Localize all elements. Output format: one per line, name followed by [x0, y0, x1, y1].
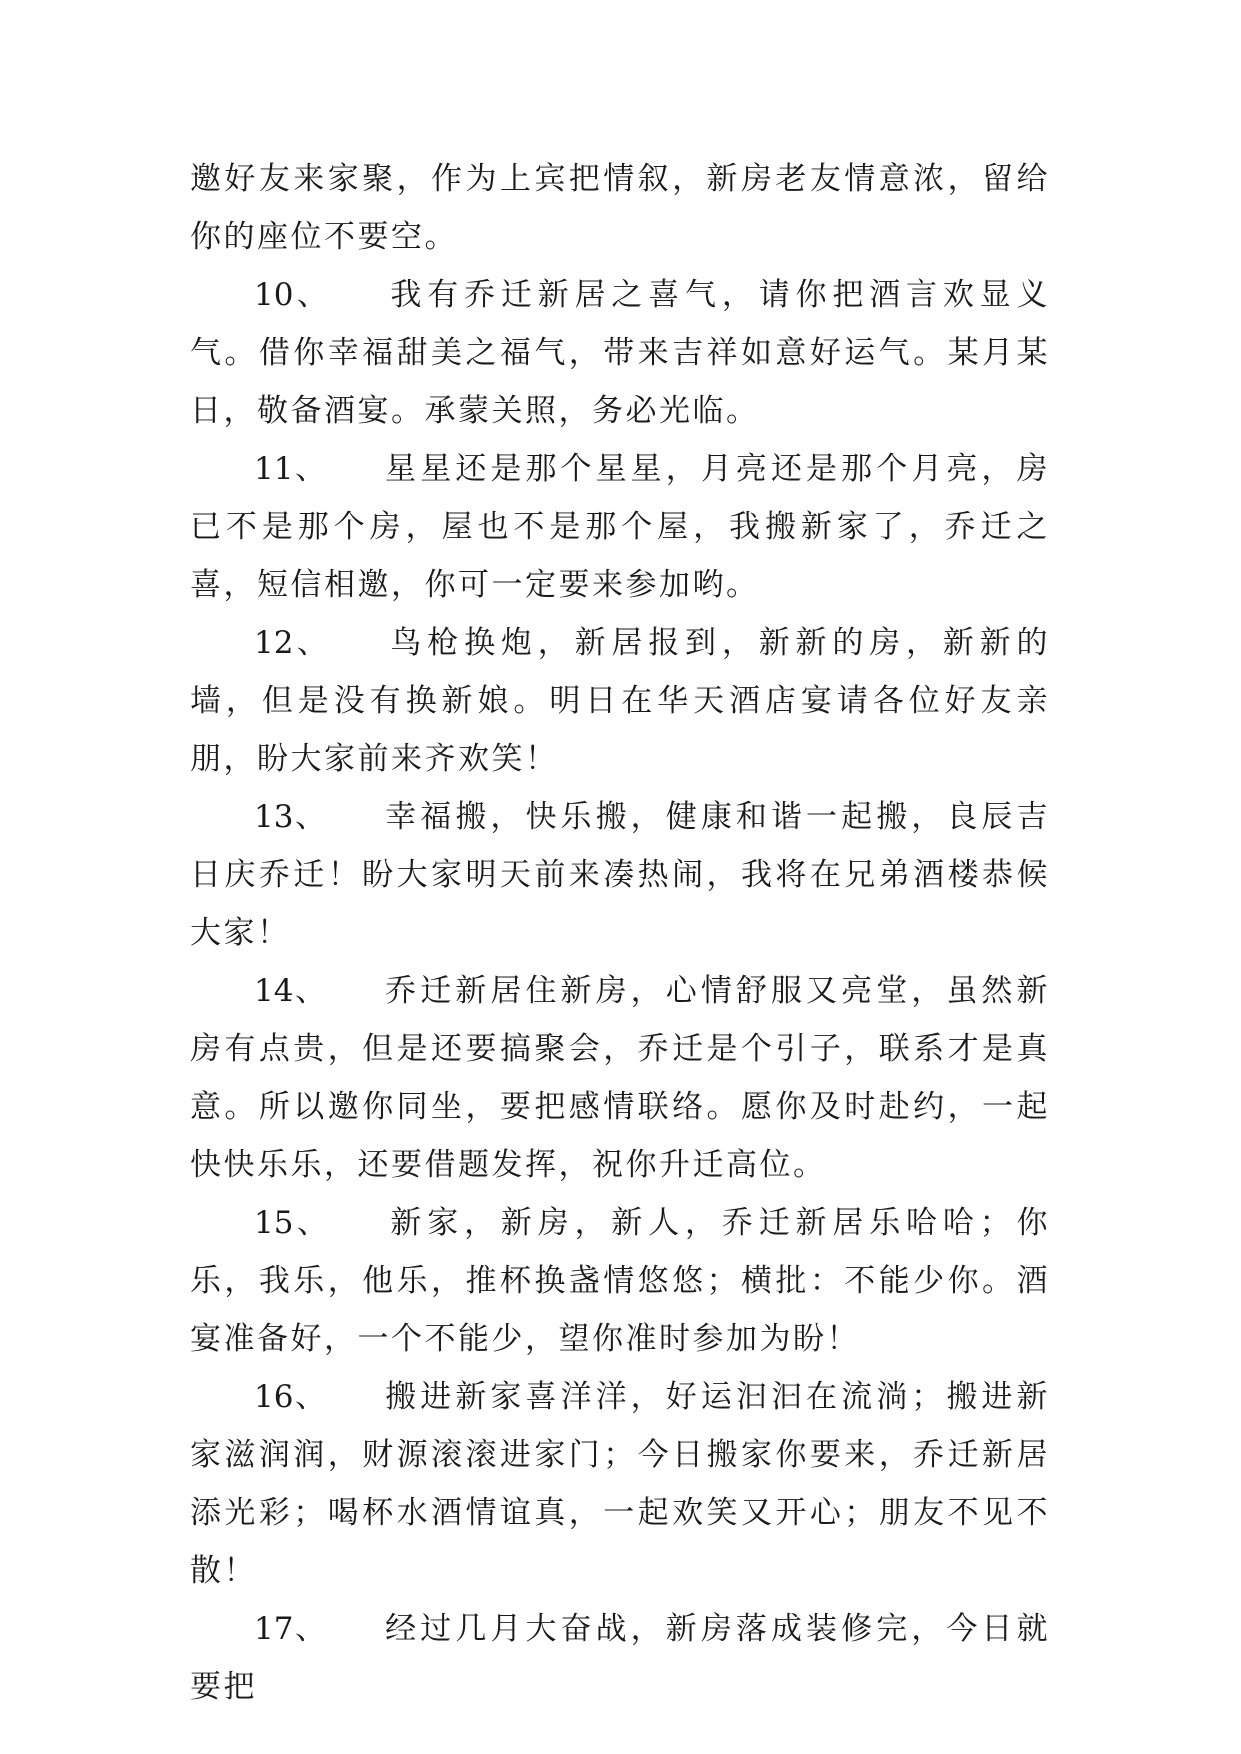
list-item [190, 788, 1050, 962]
item-number: 17、 [254, 1611, 328, 1647]
item-number: 14、 [254, 973, 328, 1009]
paragraph-continuation [190, 150, 1050, 266]
list-item [190, 1600, 1050, 1716]
paragraph-text: 幸福搬，快乐搬，健康和谐一起搬，良辰吉日庆乔迁！盼大家明天前来凑热闹，我将在兄弟酒楼恭候大家！ [190, 799, 1050, 951]
paragraph-text: 我有乔迁新居之喜气，请你把酒言欢显义气。借你幸福甜美之福气，带来吉祥如意好运气。某月某日，敬备酒宴。承蒙关照，务必光临。 [190, 277, 1050, 429]
paragraph-text: 星星还是那个星星，月亮还是那个月亮，房已不是那个房，屋也不是那个屋，我搬新家了，乔迁之喜，短信相邀，你可一定要来参加哟。 [190, 451, 1050, 603]
item-number: 15、 [254, 1205, 332, 1241]
paragraph-text: 鸟枪换炮，新居报到，新新的房，新新的墙，但是没有换新娘。明日在华天酒店宴请各位好友亲朋，盼大家前来齐欢笑！ [190, 625, 1050, 777]
document-page [190, 150, 1050, 1716]
list-item [190, 1194, 1050, 1368]
item-number: 10、 [254, 277, 332, 313]
list-item [190, 440, 1050, 614]
paragraph-text: 经过几月大奋战，新房落成装修完，今日就要把 [190, 1611, 1050, 1705]
paragraph-text: 新家，新房，新人，乔迁新居乐哈哈；你乐，我乐，他乐，推杯换盏情悠悠；横批：不能少你。酒宴准备好，一个不能少，望你准时参加为盼！ [190, 1205, 1050, 1357]
item-number: 16、 [254, 1379, 328, 1415]
list-item [190, 962, 1050, 1194]
item-number: 12、 [254, 625, 332, 661]
paragraph-text: 乔迁新居住新房，心情舒服又亮堂，虽然新房有点贵，但是还要搞聚会，乔迁是个引子，联系才是真意。所以邀你同坐，要把感情联络。愿你及时赴约，一起快快乐乐，还要借题发挥，祝你升迁高位。 [190, 973, 1050, 1183]
item-number: 13、 [254, 799, 328, 835]
item-number: 11、 [254, 451, 328, 487]
list-item [190, 614, 1050, 788]
paragraph-text: 搬进新家喜洋洋，好运汩汩在流淌；搬进新家滋润润，财源滚滚进家门；今日搬家你要来，乔迁新居添光彩；喝杯水酒情谊真，一起欢笑又开心；朋友不见不散！ [190, 1379, 1050, 1589]
list-item [190, 266, 1050, 440]
paragraph-text: 邀好友来家聚，作为上宾把情叙，新房老友情意浓，留给你的座位不要空。 [190, 161, 1050, 255]
list-item [190, 1368, 1050, 1600]
